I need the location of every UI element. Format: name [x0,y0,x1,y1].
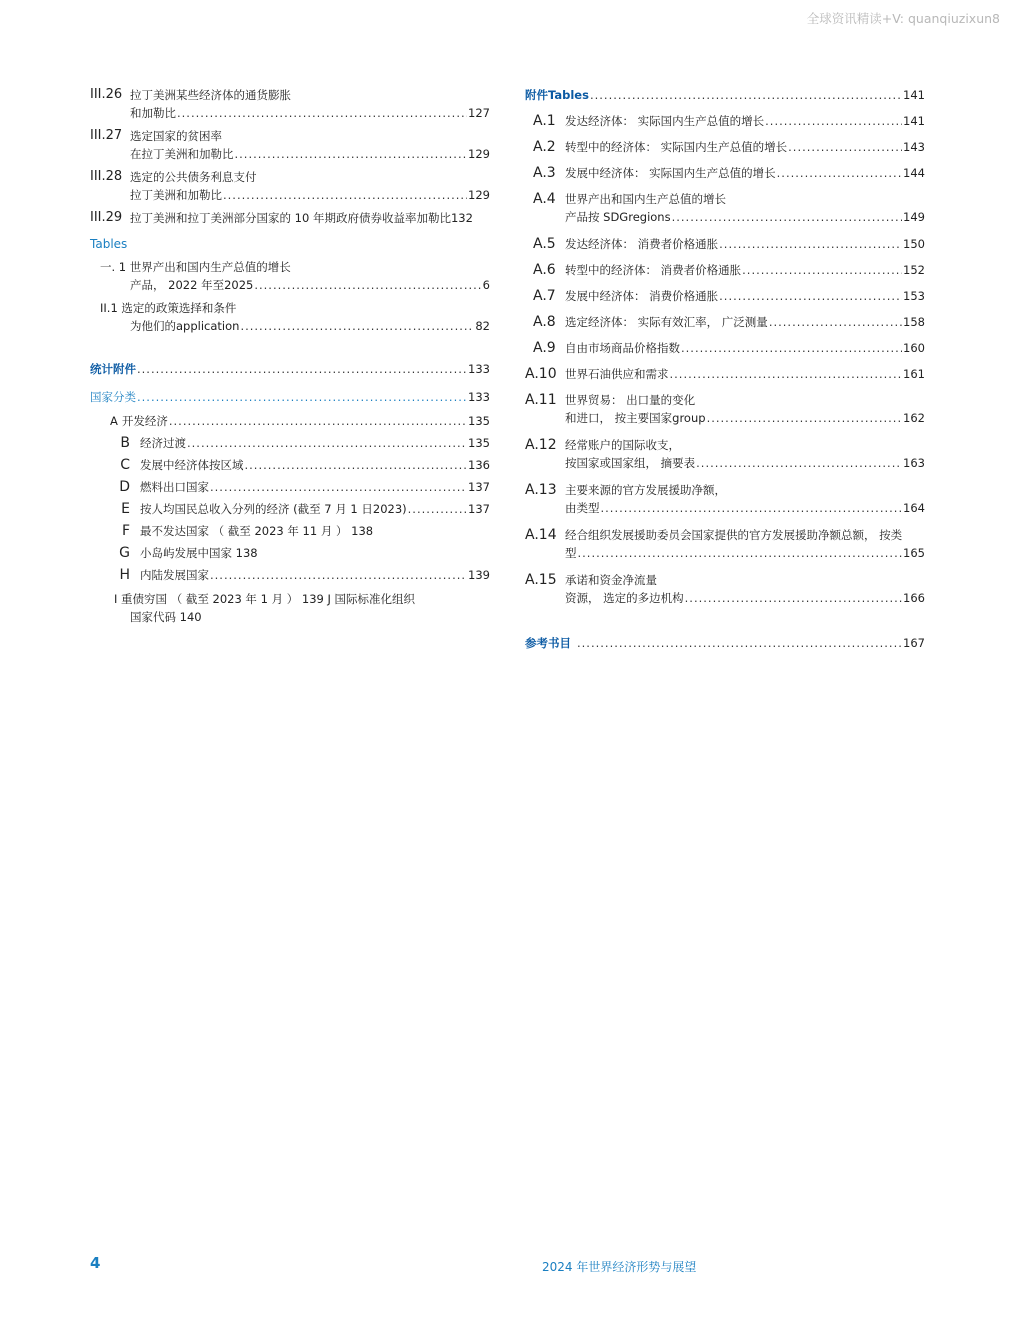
right-column [525,86,925,658]
entry-page: 136 [468,458,490,472]
dot-leader [578,544,903,562]
entry-page: 160 [903,341,925,355]
toc-entry-table-i-1[interactable] [100,258,490,299]
entry-title: 经济过渡 [140,436,186,450]
dot-leader [765,112,902,130]
toc-entry-a-11[interactable] [525,391,925,436]
entry-title-line1: I 重债穷国 （ 截至 2023 年 1 月 ） 139 J 国际标准化组织 [114,592,416,606]
toc-entry-a-9[interactable] [525,339,925,365]
dot-leader [769,313,902,331]
toc-entry-a-6[interactable] [525,261,925,287]
table-number: A.13 [525,482,557,498]
toc-entry-class-b[interactable] [90,434,490,456]
entry-title: 发展中经济体按区域 [140,458,244,472]
entry-page: 165 [903,546,925,560]
entry-page: 141 [903,114,925,128]
entry-title: 世界石油供应和需求 [565,367,669,381]
toc-entry-figure-iii-26[interactable] [90,86,490,127]
toc-entry-a-12[interactable] [525,436,925,481]
dot-leader [137,388,467,406]
dot-leader [681,339,902,357]
entry-page: 129 [468,147,490,161]
toc-entry-class-i-j[interactable] [90,590,490,632]
toc-entry-a-7[interactable] [525,287,925,313]
entry-title: 自由市场商品价格指数 [565,341,680,355]
entry-title-line1: 选定的公共债务利息支付 [130,170,257,184]
entry-title-line1: 拉丁美洲和拉丁美洲部分国家的 10 年期政府债券收益率加勒比132 [130,211,473,225]
toc-entry-class-d[interactable] [90,478,490,500]
entry-title-line2: 和进口， 按主要国家group [565,411,706,425]
entry-title-line1: 拉丁美洲某些经济体的通货膨胀 [130,88,291,102]
table-number: A.8 [533,314,556,330]
toc-entry-table-ii-1[interactable] [100,299,490,340]
entry-title: 选定经济体： 实际有效汇率， 广泛测量 [565,315,768,329]
toc-entry-class-e[interactable] [90,500,490,522]
entry-page: 135 [468,414,490,428]
toc-entry-a-14[interactable] [525,526,925,571]
dot-leader [777,164,902,182]
toc-entry-a-2[interactable] [525,138,925,164]
dot-leader [577,634,902,652]
table-number: A.9 [533,340,556,356]
footer-publication-title: 2024 年世界经济形势与展望 [542,1260,697,1274]
entry-title: 发达经济体： 消费者价格通胀 [565,237,719,251]
class-letter: H [119,567,130,583]
toc-entry-statistical-annex[interactable] [90,360,490,388]
dot-leader [707,409,902,427]
entry-page: 152 [903,263,925,277]
toc-entry-figure-iii-27[interactable] [90,127,490,168]
class-letter: C [120,457,130,473]
table-number: A.7 [533,288,556,304]
dot-leader [672,208,902,226]
dot-leader [788,138,902,156]
entry-page: 167 [903,636,925,650]
table-number: A.11 [525,392,557,408]
dot-leader [240,317,474,335]
entry-title: 统计附件 [90,362,136,376]
entry-title: 国家分类 [90,390,136,404]
dot-leader [719,287,902,305]
entry-title-line1: 一. 1 世界产出和国内生产总值的增长 [100,260,291,274]
dot-leader [742,261,902,279]
dot-leader [137,360,467,378]
entry-title: 发展中经济体： 实际国内生产总值的增长 [565,166,776,180]
footer-page-number: 4 [90,1254,101,1272]
entry-title-line2: 由类型 [565,501,600,515]
entry-title-line2: 按国家或国家组， 摘要表 [565,456,696,470]
figure-number: III.29 [90,210,123,225]
toc-entry-class-a[interactable] [110,412,490,434]
entry-title-line2: 产品， 2022 年至2025 [130,278,254,292]
figure-number: III.26 [90,87,123,102]
toc-entry-bibliography[interactable] [525,634,925,658]
table-number: A.10 [525,366,557,382]
table-number: A.12 [525,437,557,453]
toc-entry-a-3[interactable] [525,164,925,190]
dot-leader [210,566,467,584]
entry-title: 转型中的经济体： 实际国内生产总值的增长 [565,140,788,154]
dot-leader [245,456,468,474]
entry-page: 6 [482,278,490,292]
entry-page: 133 [468,390,490,404]
toc-entry-class-f[interactable] [90,522,490,544]
entry-title-line2: 为他们的application [130,319,240,333]
entry-page: 164 [903,501,925,515]
entry-title-line2: 国家代码 140 [130,610,202,624]
tables-heading: Tables [90,237,128,251]
dot-leader [601,499,903,517]
entry-page: 133 [468,362,490,376]
table-number: A.3 [533,165,556,181]
entry-title: 最不发达国家 （ 截至 2023 年 11 月 ） 138 [140,524,374,538]
entry-title: 发展中经济体： 消费价格通胀 [565,289,719,303]
entry-page: 161 [903,367,925,381]
dot-leader [590,86,902,104]
entry-page: 166 [903,591,925,605]
dot-leader [254,276,481,294]
toc-entry-a-15[interactable] [525,571,925,616]
entry-page: 153 [903,289,925,303]
toc-entry-country-classification[interactable] [90,388,490,412]
dot-leader [223,186,467,204]
toc-entry-figure-iii-29[interactable] [90,209,490,235]
watermark: 全球资讯精读+V: quanqiuzixun8 [806,11,1000,26]
entry-page: 137 [468,502,490,516]
table-number: A.5 [533,236,556,252]
toc-entry-a-5[interactable] [525,235,925,261]
entry-page: 143 [903,140,925,154]
entry-title: 发达经济体： 实际国内生产总值的增长 [565,114,765,128]
class-letter: A [110,414,118,428]
toc-entry-a-1[interactable] [525,112,925,138]
entry-page: 135 [468,436,490,450]
figure-number: III.27 [90,128,123,143]
entry-title-line2: 产品按 SDGregions [565,210,671,224]
toc-entry-class-c[interactable] [90,456,490,478]
dot-leader [696,454,902,472]
toc-entry-a-8[interactable] [525,313,925,339]
entry-title: 内陆发展国家 [140,568,209,582]
entry-title: 燃料出口国家 [140,480,209,494]
entry-title: 转型中的经济体： 消费者价格通胀 [565,263,742,277]
entry-title-line2: 在拉丁美洲和加勒比 [130,147,234,161]
entry-page: 137 [468,480,490,494]
left-column [90,86,490,632]
entry-page: 158 [903,315,925,329]
toc-entry-class-h[interactable] [90,566,490,588]
dot-leader [685,589,902,607]
entry-title-line1: 主要来源的官方发展援助净额， [565,483,726,497]
entry-title-line2: 和加勒比 [130,106,176,120]
entry-page: 141 [903,88,925,102]
entry-title-line1: 经常账户的国际收支， [565,438,680,452]
entry-title-line1: 世界产出和国内生产总值的增长 [565,192,726,206]
table-number: A.4 [533,191,556,207]
entry-title-line1: II.1 选定的政策选择和条件 [100,301,237,315]
class-letter: B [120,435,130,451]
entry-title-line2: 型 [565,546,577,560]
class-letter: G [119,545,130,561]
table-number: A.14 [525,527,557,543]
entry-page: 139 [468,568,490,582]
dot-leader [670,365,903,383]
dot-leader [408,500,467,518]
entry-title: 参考书目 [525,636,571,650]
entry-title-line2: 资源， 选定的多边机构 [565,591,684,605]
dot-leader [210,478,467,496]
entry-page: 127 [468,106,490,120]
toc-entry-a-10[interactable] [525,365,925,391]
entry-page: 150 [903,237,925,251]
entry-page: 163 [903,456,925,470]
toc-entry-figure-iii-28[interactable] [90,168,490,209]
entry-title: 小岛屿发展中国家 138 [140,546,258,560]
table-number: A.2 [533,139,556,155]
entry-page: 144 [903,166,925,180]
dot-leader [169,412,467,430]
entry-title-line2: 拉丁美洲和加勒比 [130,188,222,202]
class-letter: D [119,479,130,495]
dot-leader [235,145,468,163]
toc-entry-a-4[interactable] [525,190,925,235]
entry-title: 附件Tables [525,88,589,102]
entry-title-line1: 世界贸易： 出口量的变化 [565,393,696,407]
toc-entry-class-g[interactable] [90,544,490,566]
dot-leader [177,104,467,122]
entry-title: 按人均国民总收入分列的经济 (截至 7 月 1 日2023) [140,502,407,516]
dot-leader [187,434,467,452]
entry-page: 149 [903,210,925,224]
entry-page: 82 [475,319,490,333]
entry-page: 129 [468,188,490,202]
table-number: A.6 [533,262,556,278]
class-letter: F [121,523,130,539]
table-number: A.15 [525,572,557,588]
toc-entry-a-13[interactable] [525,481,925,526]
table-number: A.1 [533,113,556,129]
class-letter: E [121,501,130,517]
toc-entry-annex-tables[interactable] [525,86,925,112]
entry-title: 开发经济 [121,414,168,428]
figure-number: III.28 [90,169,123,184]
entry-title-line1: 承诺和资金净流量 [565,573,657,587]
entry-title-line1: 选定国家的贫困率 [130,129,222,143]
dot-leader [719,235,902,253]
entry-page: 162 [903,411,925,425]
entry-title-line1: 经合组织发展援助委员会国家提供的官方发展援助净额总额， 按类 [565,528,903,542]
